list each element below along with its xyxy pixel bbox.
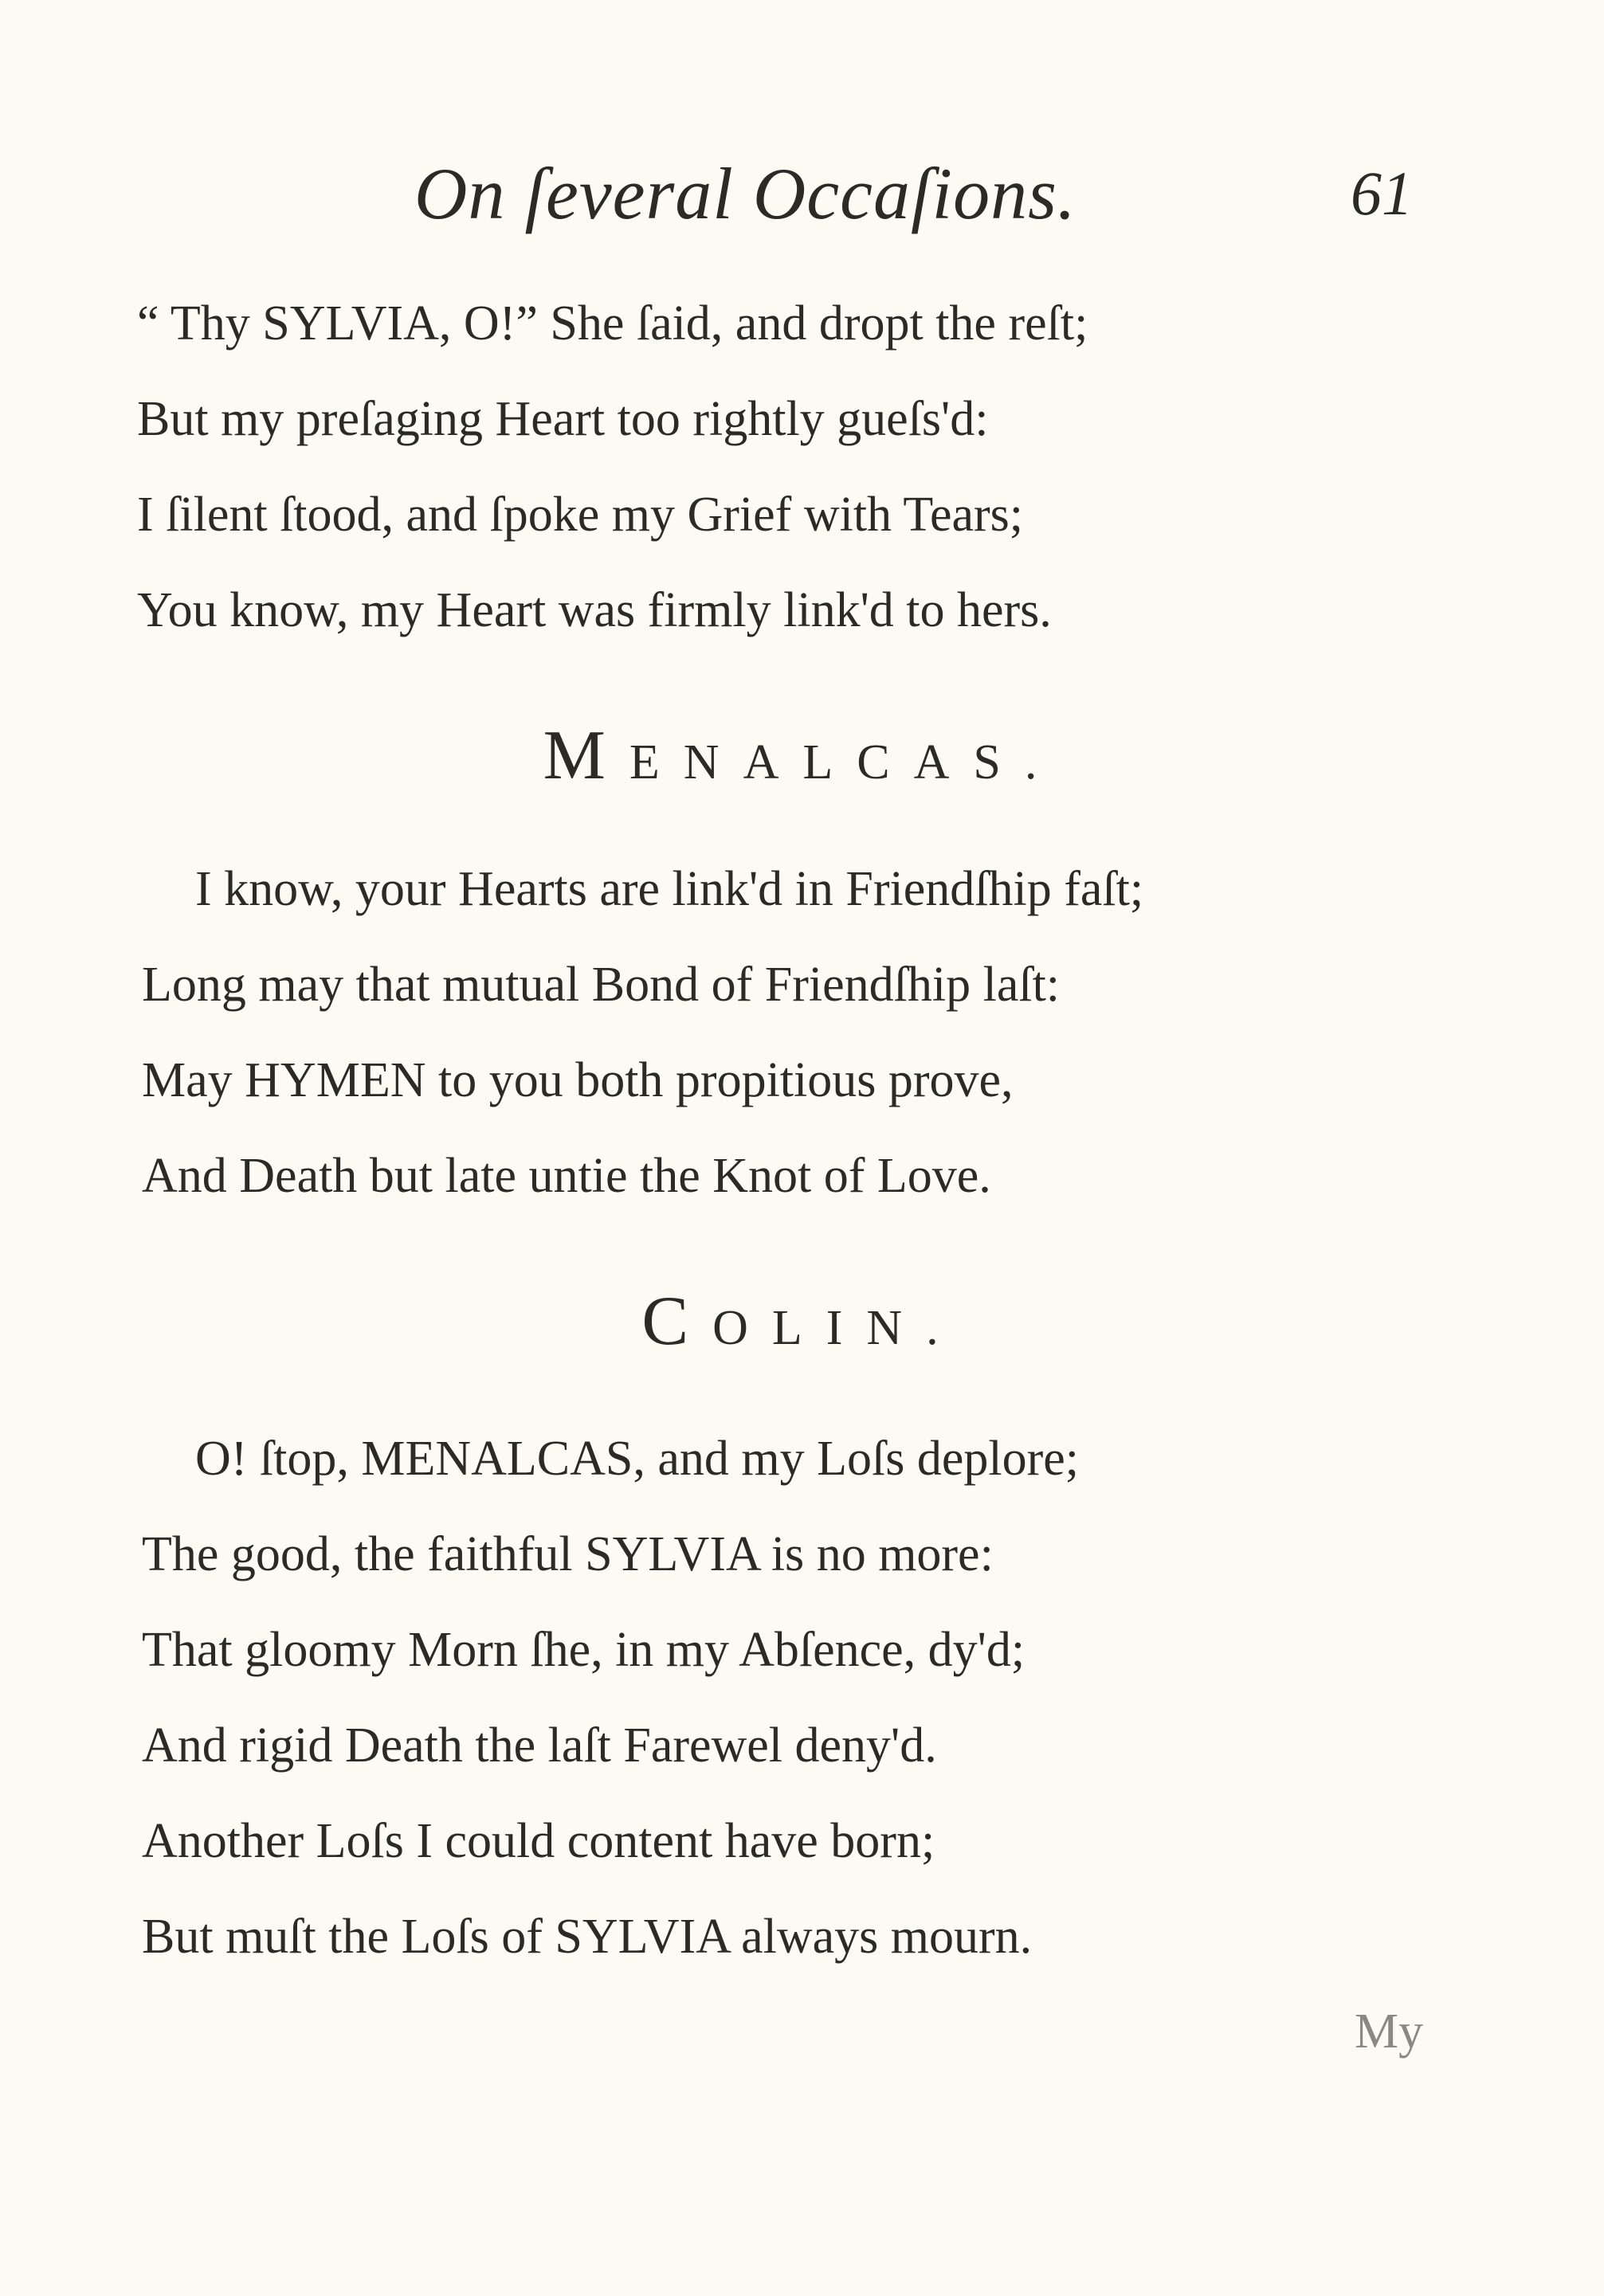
verse-line: And rigid Death the laſt Farewel deny'd. [142,1718,937,1773]
verse-line: Long may that mutual Bond of Friendſhip laſt: [142,958,1061,1012]
speaker-initial: C [641,1283,713,1360]
speaker-initial: M [543,717,629,794]
speaker-name-rest: ENALCAS. [629,735,1061,789]
running-head [0,151,1604,247]
speaker-heading-menalcas [0,717,1604,794]
verse-line: May HYMEN to you both propitious prove, [142,1053,1014,1107]
running-title: On ſeveral Occaſions. [414,153,1077,234]
speaker-heading-colin [0,1283,1604,1360]
verse-line: You know, my Heart was firmly link'd to hers. [137,583,1052,637]
verse-line: I ſilent ſtood, and ſpoke my Grief with Tears; [137,488,1024,542]
verse-line: But my preſaging Heart too rightly gueſs'd: [137,392,989,446]
page-number: 61 [1351,159,1413,228]
verse-line: I know, your Hearts are link'd in Friendſhip faſt; [195,862,1144,916]
catchword: My [1355,2004,1424,2059]
verse-line: But muſt the Loſs of SYLVIA always mourn. [142,1910,1033,1964]
verse-line: O! ſtop, MENALCAS, and my Loſs deplore; [195,1432,1080,1486]
verse-line: “ Thy SYLVIA, O!” She ſaid, and dropt the reſt; [137,296,1088,351]
verse-line: And Death but late untie the Knot of Love. [142,1149,991,1203]
verse-line: That gloomy Morn ſhe, in my Abſence, dy'd; [142,1623,1026,1677]
verse-line: Another Loſs I could content have born; [142,1814,935,1868]
verse-line: The good, the faithful SYLVIA is no more: [142,1527,994,1581]
speaker-name-rest: OLIN. [712,1301,963,1355]
